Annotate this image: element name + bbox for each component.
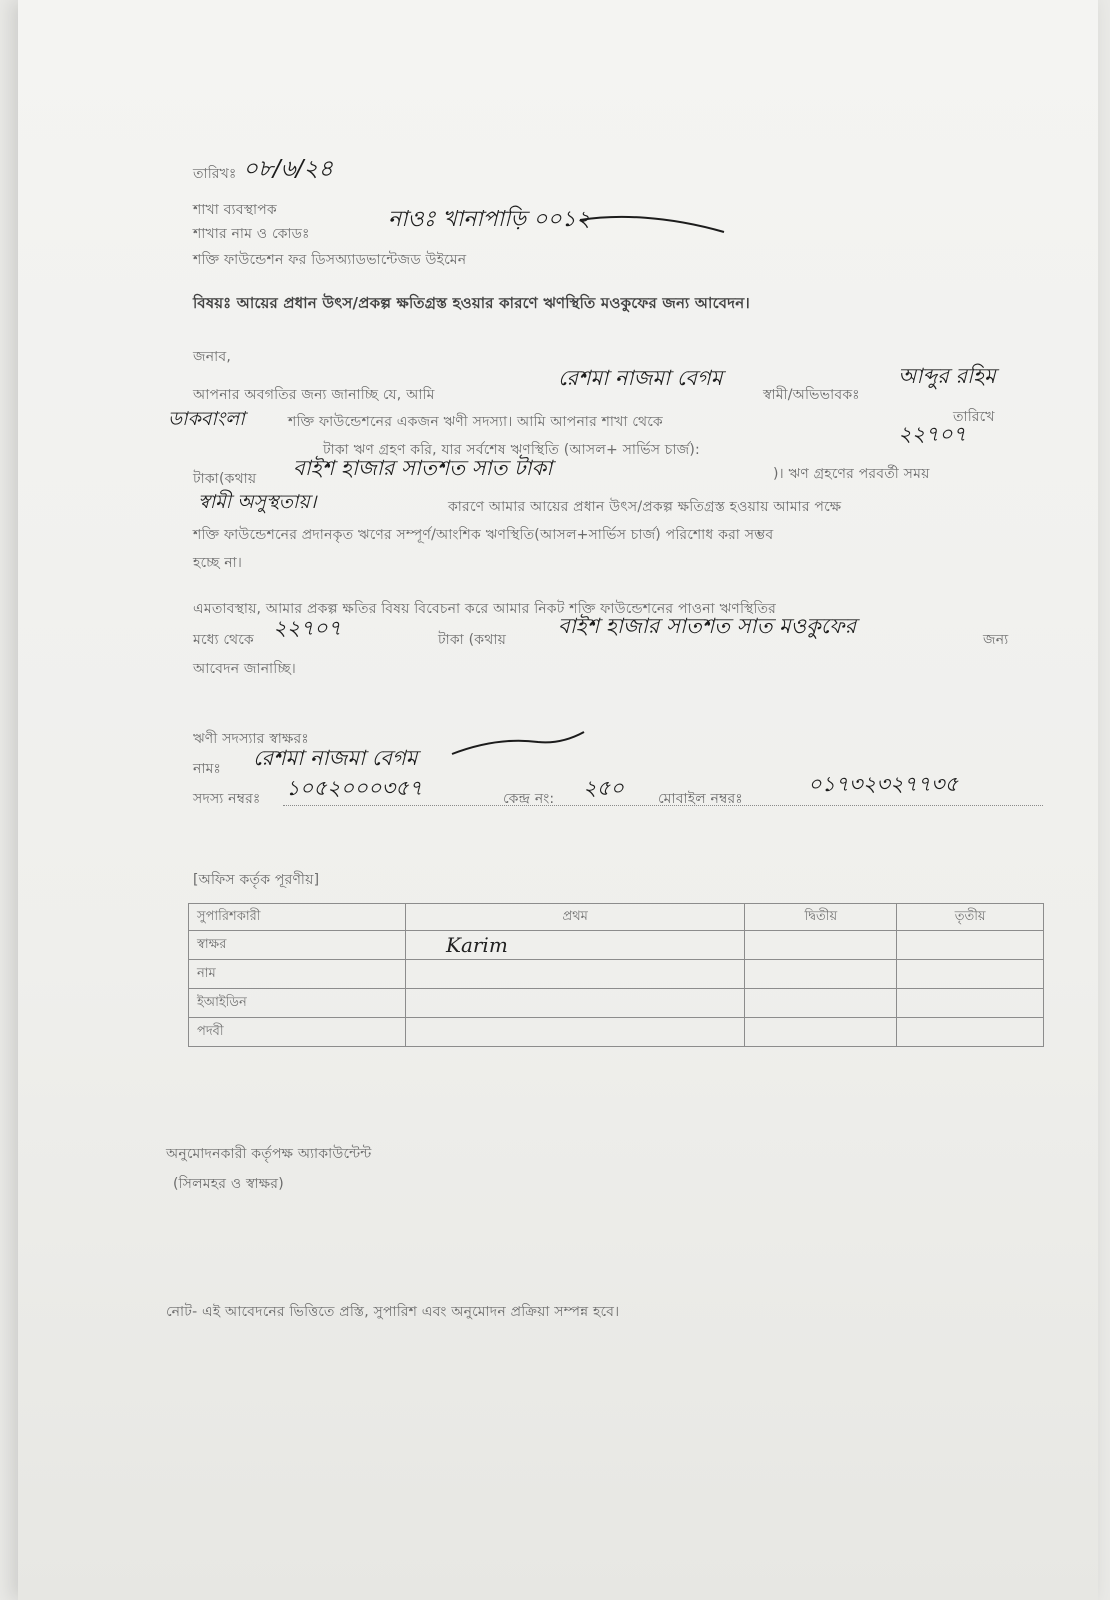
empty-cell [406, 1018, 745, 1047]
row-label-name: নাম [189, 960, 406, 989]
para1-date-word: তারিখে [953, 409, 995, 425]
table-row [189, 960, 1044, 989]
name-label: নামঃ [193, 761, 222, 777]
recommendation-table [188, 903, 1044, 1047]
first-signature-mark: Karim [406, 931, 745, 960]
para1-amount-words-label: টাকা(কথায় [193, 471, 257, 487]
para1-line3: টাকা ঋণ গ্রহণ করি, যার সর্বশেষ ঋণস্থিতি (আসল+ সার্ভিস চার্জ): [323, 442, 700, 458]
mobile-number-handwritten: ০১৭৩২৩২৭৭৩৫ [808, 772, 959, 796]
village-handwritten: ডাকবাংলা [168, 408, 245, 430]
header-third: তৃতীয় [897, 904, 1044, 931]
date-value: ০৮/৬/২৪ [243, 156, 334, 182]
mobile-label: মোবাইল নম্বরঃ [658, 791, 743, 807]
empty-cell [745, 989, 897, 1018]
empty-cell [897, 1018, 1044, 1047]
header-first: প্রথম [406, 904, 745, 931]
para1-text-a: আপনার অবগতির জন্য জানাচ্ছি যে, আমি [193, 387, 435, 403]
amount-words-handwritten: বাইশ হাজার সাতশত সাত টাকা [293, 456, 553, 480]
branch-label: শাখার নাম ও কোডঃ [193, 226, 310, 242]
table-header-row [189, 904, 1044, 931]
para1-line2: শক্তি ফাউন্ডেশনের একজন ঋণী সদস্যা। আমি আপনার শাখা থেকে [288, 414, 663, 430]
applicant-name-handwritten: রেশমা নাজমা বেগম [558, 366, 723, 390]
center-number-label: কেন্দ্র নং: [503, 791, 555, 807]
table-row [189, 1018, 1044, 1047]
para1-line1 [193, 383, 435, 407]
empty-cell [406, 960, 745, 989]
empty-cell [745, 1018, 897, 1047]
header-recommender: সুপারিশকারী [189, 904, 406, 931]
date-line [193, 162, 237, 186]
empty-cell [406, 989, 745, 1018]
balance-amount-handwritten: ২২৭০৭ [898, 422, 967, 446]
guardian-handwritten: আব্দুর রহিম [898, 364, 996, 388]
subject-line: বিষয়ঃ আয়ের প্রধান উৎস/প্রকল্প ক্ষতিগ্রস্ত হওয়ার কারণে ঋণস্থিতি মওকুফের জন্য আবেদন। [193, 294, 750, 312]
guardian-label: স্বামী/অভিভাবকঃ [763, 387, 860, 403]
para2-from-label: মধ্যে থেকে [193, 632, 254, 648]
empty-cell [745, 960, 897, 989]
para2-taka-label: টাকা (কথায় [438, 632, 507, 648]
para2-line3: আবেদন জানাচ্ছি। [193, 661, 296, 677]
header-second: দ্বিতীয় [745, 904, 897, 931]
para1-line6: শক্তি ফাউন্ডেশনের প্রদানকৃত ঋণের সম্পূর্ণ/আংশিক ঋণস্থিতি(আসল+সার্ভিস চার্জ) পরিশোধ করা সম্ভব [193, 527, 774, 543]
row-label-id: ইআইডিন [189, 989, 406, 1018]
office-use-note: [অফিস কর্তৃক পূরণীয়] [193, 872, 320, 888]
salutation: জনাব, [193, 349, 231, 365]
recipient-title: শাখা ব্যবস্থাপক [193, 202, 277, 218]
waive-amount-handwritten: ২২৭০৭ [273, 616, 342, 640]
para1-line5: কারণে আমার আয়ের প্রধান উৎস/প্রকল্প ক্ষতিগ্রস্ত হওয়ায় আমার পক্ষে [448, 499, 842, 515]
date-label: তারিখঃ [193, 166, 237, 182]
signatory-dotted-line [283, 805, 1043, 806]
member-number-handwritten: ১০৫২০০০৩৫৭ [286, 776, 423, 800]
reason-handwritten: স্বামী অসুস্থতায়। [198, 491, 317, 513]
para1-line7: হচ্ছে না। [193, 555, 243, 571]
member-signature-stroke [448, 728, 588, 768]
empty-cell [897, 989, 1044, 1018]
row-label-signature: স্বাক্ষর [189, 931, 406, 960]
member-number-label: সদস্য নম্বরঃ [193, 791, 261, 807]
empty-cell [897, 931, 1044, 960]
table-row [189, 989, 1044, 1018]
footnote: নোট- এই আবেদনের ভিত্তিতে প্রস্তি, সুপারিশ এবং অনুমোদন প্রক্রিয়া সম্পন্ন হবে। [166, 1304, 620, 1320]
branch-value: নাওঃ খানাপাড়ি ০০১২ [388, 207, 591, 232]
para1-line4-tail: )। ঋণ গ্রহণের পরবর্তী সময় [773, 466, 930, 482]
row-label-designation: পদবী [189, 1018, 406, 1047]
approver-title: অনুমোদনকারী কর্তৃপক্ষ অ্যাকাউন্টেন্ট [166, 1146, 372, 1162]
waive-words-handwritten: বাইশ হাজার সাতশত সাত মওকুফের [558, 614, 857, 638]
empty-cell [745, 931, 897, 960]
signatory-name-handwritten: রেশমা নাজমা বেগম [253, 746, 418, 770]
para2-for-label: জন্য [983, 632, 1009, 648]
table-row [189, 931, 1044, 960]
para2-line1: এমতাবস্থায়, আমার প্রকল্প ক্ষতির বিষয় বিবেচনা করে আমার নিকট শক্তি ফাউন্ডেশনের পাওনা ঋণস্থিতির [193, 601, 777, 617]
member-signature-label: ঋণী সদস্যার স্বাক্ষরঃ [193, 731, 309, 747]
paper-sheet [18, 0, 1098, 1600]
recipient-org: শক্তি ফাউন্ডেশন ফর ডিসঅ্যাডভান্টেজড উইমেন [193, 252, 467, 268]
approver-seal-note: (সিলমহর ও স্বাক্ষর) [173, 1176, 284, 1192]
empty-cell [897, 960, 1044, 989]
branch-underline-stroke [578, 206, 728, 236]
center-number-handwritten: ২৫০ [583, 776, 624, 800]
